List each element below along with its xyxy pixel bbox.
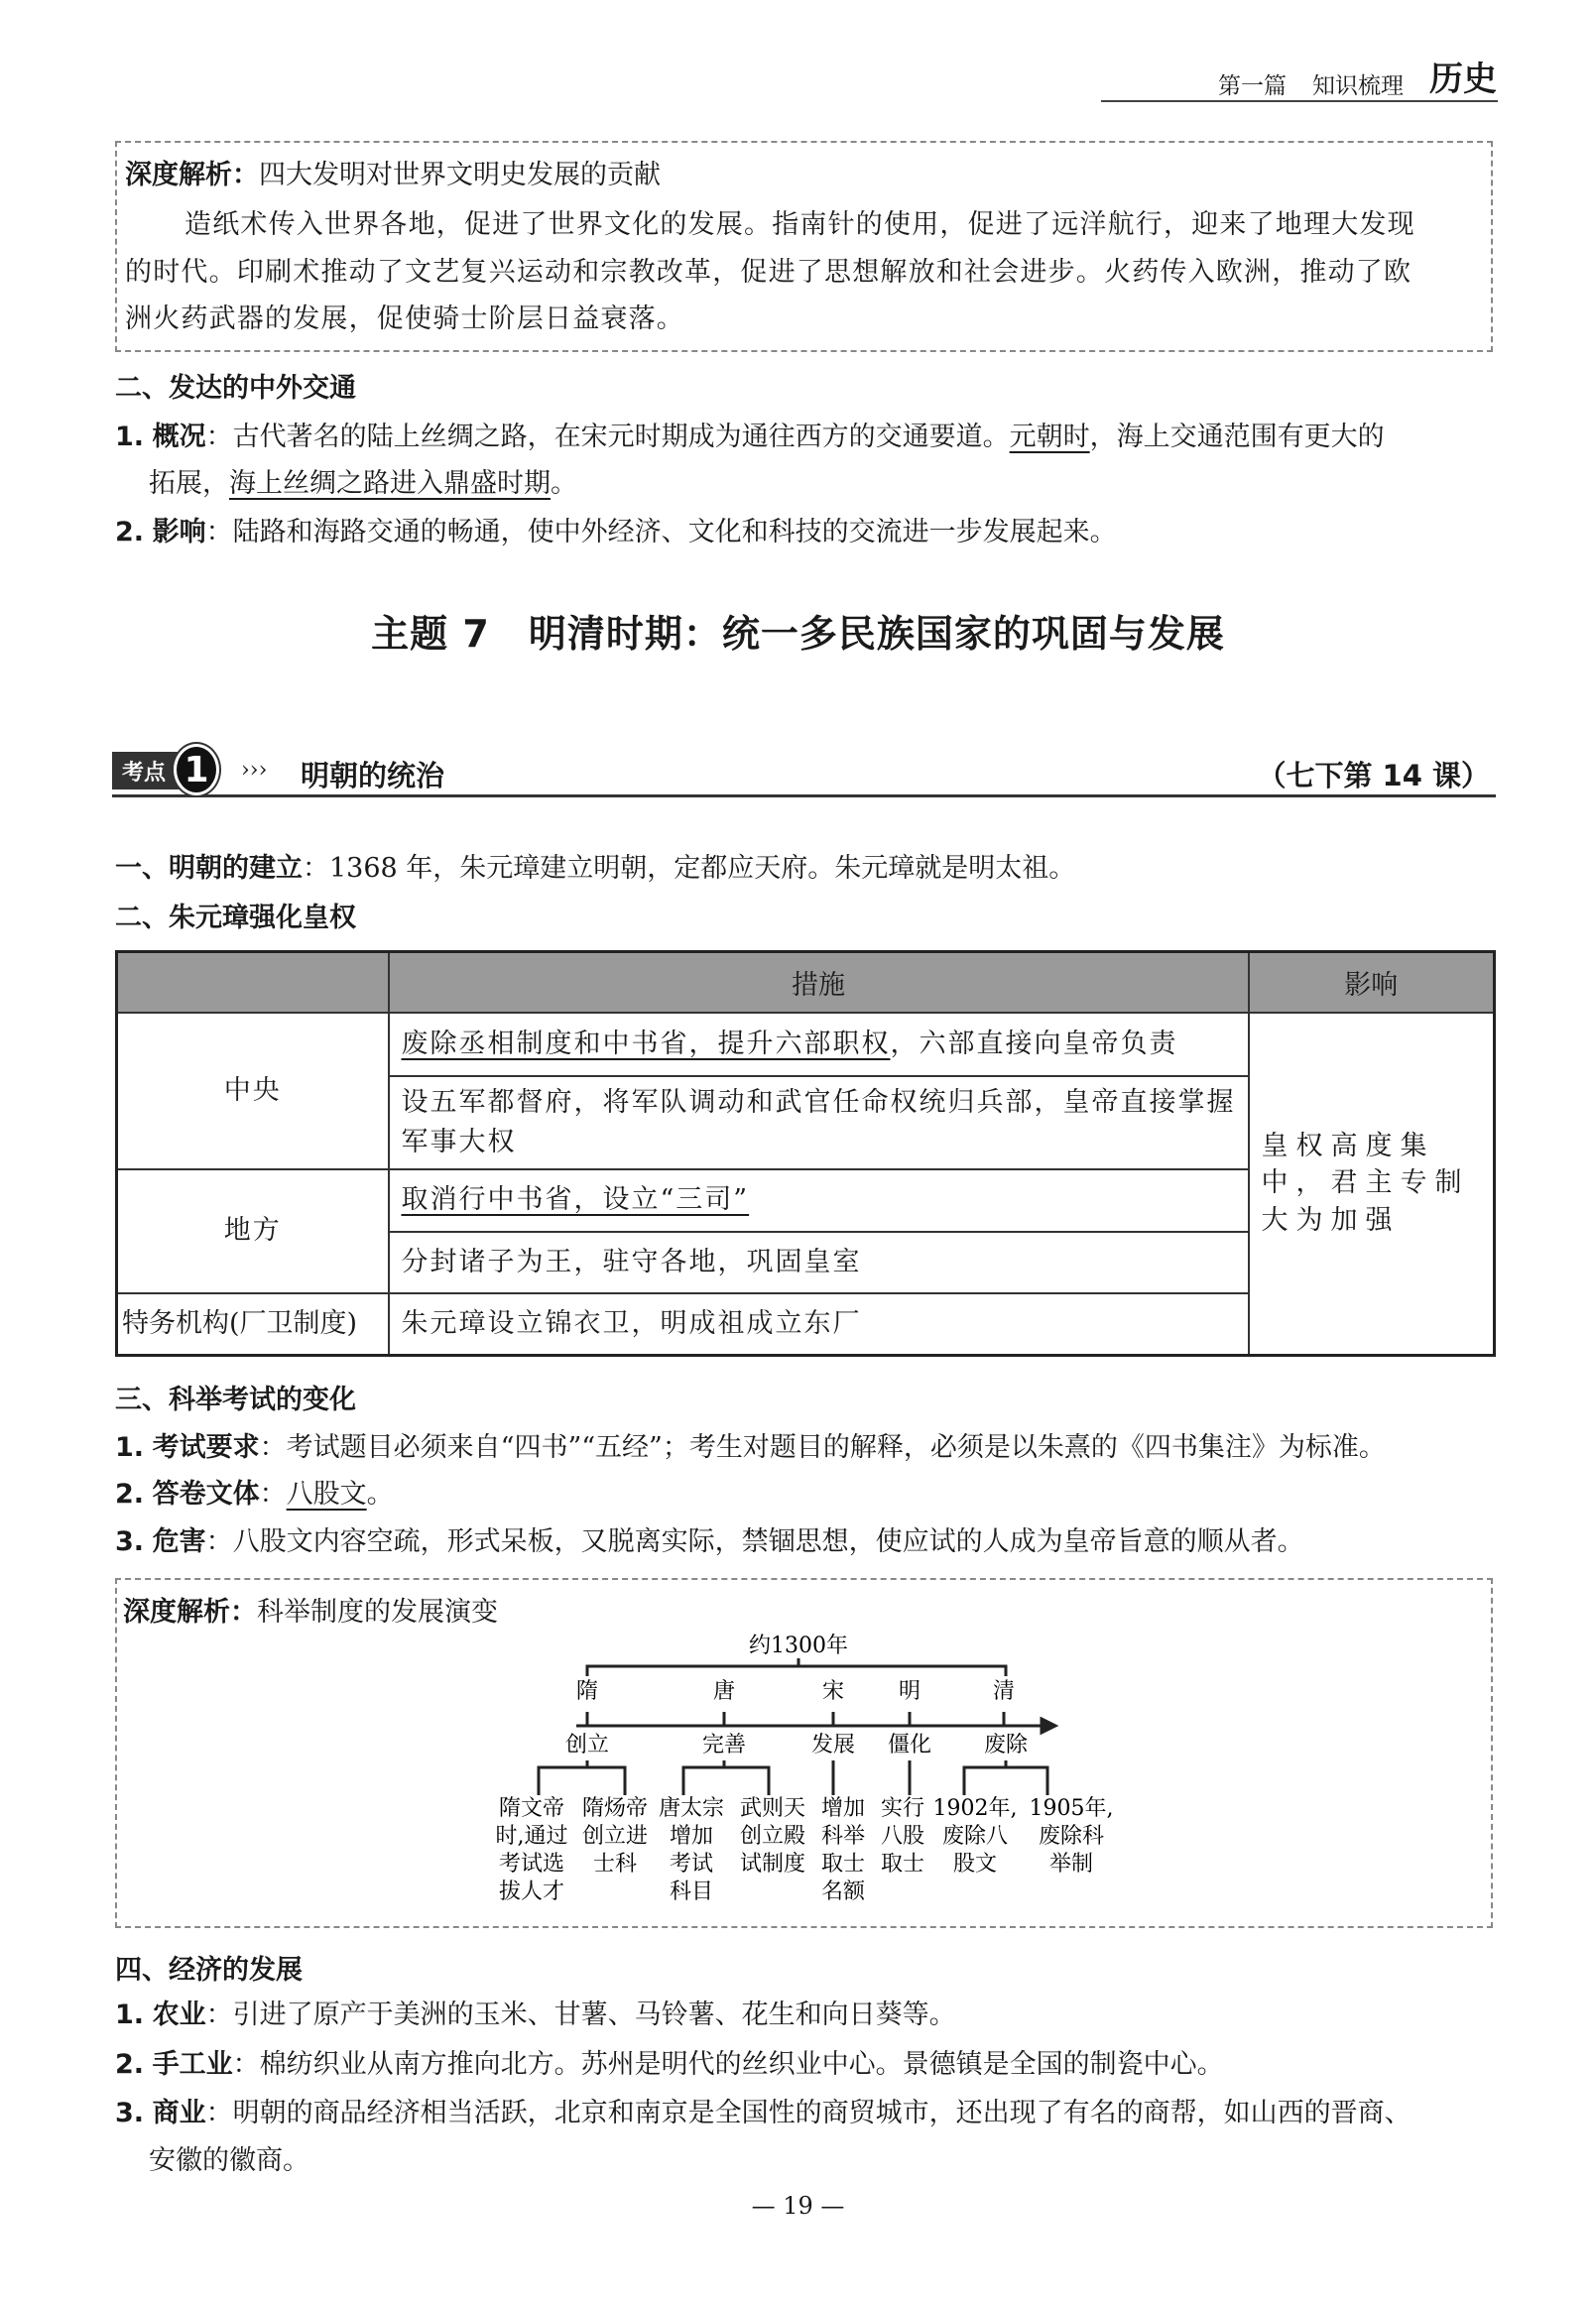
kaodian-title: 明朝的统治 xyxy=(301,759,445,792)
stage-label: 僵化 xyxy=(887,1733,932,1758)
stage-label: 创立 xyxy=(564,1733,610,1758)
dynasty-label: 明 xyxy=(898,1679,921,1704)
page-number: — 19 — xyxy=(751,2192,845,2220)
detail-text: 1902年, xyxy=(932,1796,1018,1821)
row-label: 特务机构(厂卫制度) xyxy=(117,1293,389,1356)
list-item-cont: 安徽的徽商。 xyxy=(149,2145,309,2176)
list-item-cont: 拓展，海上丝绸之路进入鼎盛时期。 xyxy=(149,468,577,499)
detail-text: 取士 xyxy=(880,1852,925,1877)
list-item: 3. 商业：明朝的商品经济相当活跃，北京和南京是全国性的商贸城市，还出现了有名的商帮，如山西的晋商、 xyxy=(115,2098,1412,2128)
box1-title: 深度解析：四大发明对世界文明史发展的贡献 xyxy=(125,160,661,190)
detail-text: 增加 xyxy=(820,1796,866,1821)
header-part: 第一篇 xyxy=(1218,73,1287,99)
list-item: 3. 危害：八股文内容空疏，形式呆板，又脱离实际，禁锢思想，使应试的人成为皇帝旨意的顺从者。 xyxy=(115,1526,1304,1557)
detail-text: 科目 xyxy=(669,1879,714,1904)
dynasty-label: 宋 xyxy=(821,1679,845,1704)
impact-cell: 皇权高度集中，君主专制大为加强 xyxy=(1249,1013,1495,1356)
section-heading: 二、发达的中外交通 xyxy=(115,373,356,404)
detail-text: 举制 xyxy=(1048,1852,1094,1877)
measures-table: 措施 影响 中央 废除丞相制度和中书省，提升六部职权，六部直接向皇帝负责 皇权高度集中，君主专制大为加强 设五军都督府，将军队调动和武官任命权统归兵部，皇帝直接掌握军事大权 地方 取消行中书省，设立“三司” 分封诸子为王，驻守各地，巩固皇室 特务机构(厂卫制度) 朱元璋设立锦衣卫，明成祖成立东厂 xyxy=(115,950,1496,1357)
detail-text: 唐太宗 xyxy=(658,1796,725,1821)
detail-text: 隋炀帝 xyxy=(581,1796,649,1821)
detail-text: 试制度 xyxy=(739,1852,806,1877)
list-item: 1. 农业：引进了原产于美洲的玉米、甘薯、马铃薯、花生和向日葵等。 xyxy=(115,2000,956,2030)
list-item: 1. 考试要求：考试题目必须来自“四书”“五经”；考生对题目的解释，必须是以朱熹的《四书集注》为标准。 xyxy=(115,1432,1386,1463)
kaodian-badge: 考点 1 xyxy=(112,752,201,789)
dynasty-label: 清 xyxy=(992,1679,1016,1704)
stage-label: 完善 xyxy=(701,1733,747,1758)
box1-line: 洲火药武器的发展，促使骑士阶层日益衰落。 xyxy=(125,303,684,334)
detail-text: 士科 xyxy=(592,1852,638,1877)
box2-title: 深度解析：科举制度的发展演变 xyxy=(123,1597,498,1628)
section-line: 一、明朝的建立：1368 年，朱元璋建立明朝，定都应天府。朱元璋就是明太祖。 xyxy=(115,853,1076,884)
dynasty-label: 隋 xyxy=(575,1679,599,1704)
detail-text: 1905年, xyxy=(1029,1796,1114,1821)
detail-text: 名额 xyxy=(820,1879,866,1904)
row-label: 地方 xyxy=(117,1169,389,1293)
detail-text: 增加 xyxy=(669,1824,714,1849)
chevrons-icon: ››› xyxy=(241,758,268,783)
col-header: 影响 xyxy=(1249,952,1495,1013)
section-heading: 三、科举考试的变化 xyxy=(115,1385,356,1415)
detail-text: 创立进 xyxy=(581,1824,649,1849)
detail-text: 时,通过 xyxy=(495,1824,568,1849)
list-item: 2. 手工业：棉纺织业从南方推向北方。苏州是明代的丝织业中心。景德镇是全国的制瓷中心。 xyxy=(115,2049,1224,2080)
list-item: 2. 答卷文体：八股文。 xyxy=(115,1479,394,1510)
detail-text: 拔人才 xyxy=(498,1879,565,1904)
lesson-ref: （七下第 14 课） xyxy=(1257,759,1490,792)
year-label: 约1300年 xyxy=(749,1634,848,1658)
detail-text: 创立殿 xyxy=(739,1824,806,1849)
row-label: 中央 xyxy=(117,1013,389,1169)
stage-label: 发展 xyxy=(810,1733,856,1758)
header-subject: 历史 xyxy=(1429,60,1497,99)
detail-text: 隋文帝 xyxy=(498,1796,565,1821)
detail-text: 实行 xyxy=(880,1796,925,1821)
box1-label: 深度解析 xyxy=(125,160,232,190)
section-heading: 二、朱元璋强化皇权 xyxy=(115,903,356,933)
dynasty-label: 唐 xyxy=(712,1679,736,1704)
box1-heading: 四大发明对世界文明史发展的贡献 xyxy=(259,160,661,190)
detail-text: 考试 xyxy=(669,1852,714,1877)
detail-text: 武则天 xyxy=(739,1796,806,1821)
detail-text: 废除科 xyxy=(1038,1824,1105,1849)
detail-text: 废除八 xyxy=(941,1824,1009,1849)
header-section: 知识梳理 xyxy=(1312,73,1404,99)
section-heading: 四、经济的发展 xyxy=(115,1955,303,1986)
box1-line: 造纸术传入世界各地，促进了世界文化的发展。指南针的使用，促进了远洋航行，迎来了地理大发现 xyxy=(184,209,1415,240)
detail-text: 股文 xyxy=(952,1852,998,1877)
col-header: 措施 xyxy=(389,952,1249,1013)
detail-text: 考试选 xyxy=(498,1852,565,1877)
detail-text: 取士 xyxy=(820,1852,866,1877)
detail-text: 八股 xyxy=(880,1824,925,1849)
box1-line: 的时代。印刷术推动了文艺复兴运动和宗教改革，促进了思想解放和社会进步。火药传入欧洲，推动了欧 xyxy=(125,257,1412,288)
list-item: 1. 概况：古代著名的陆上丝绸之路，在宋元时期成为通往西方的交通要道。元朝时，海上交通范围有更大的 xyxy=(115,422,1385,452)
detail-text: 科举 xyxy=(820,1824,866,1849)
list-item: 2. 影响：陆路和海路交通的畅通，使中外经济、文化和科技的交流进一步发展起来。 xyxy=(115,517,1117,547)
stage-label: 废除 xyxy=(983,1733,1029,1758)
topic-title: 主题 7 明清时期：统一多民族国家的巩固与发展 xyxy=(371,612,1225,656)
